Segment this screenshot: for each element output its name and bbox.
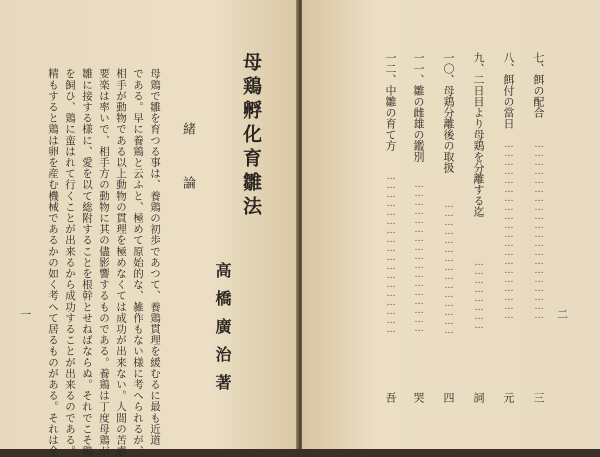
toc-page: 三 xyxy=(532,392,545,403)
toc-leader: …………………………………………………… xyxy=(504,140,514,320)
toc-page: 四 xyxy=(442,392,455,403)
toc-leader: ……………………………………… xyxy=(444,200,454,335)
toc-label: 八、餌付の當日 xyxy=(502,52,515,129)
toc-page: 元 xyxy=(502,392,515,403)
page-number-right: 二 xyxy=(557,308,568,321)
book-title: 母鶏孵化育雛法 xyxy=(240,52,262,220)
toc-label: 七、餌の配合 xyxy=(532,52,545,118)
toc-label: 一〇、母鶏分離後の取扱 xyxy=(442,52,455,173)
toc-label: 九、二日目より母鶏を分離する迄 xyxy=(472,52,485,217)
body-line: を飼ひ、鶏に蛮はれて行くことが出来るから成功することが出来るのである。 xyxy=(64,68,76,457)
body-line: 母鶏で雛を育つる事は、養鶏の初歩であつて、養鶏貫理を緩むるに最も近道 xyxy=(149,68,161,446)
body-line: 精もすると鶏は卵を産む機械であるかの如く考へて居るものがある。それは全 xyxy=(47,68,59,457)
left-page xyxy=(0,0,298,457)
body-line: である。早に養鶏と云ふと、極めて原始的な、雑作もない様に考へられるが、 xyxy=(132,68,144,457)
body-line: 相手が動物である以上動物の貫理を極めなくては成功が出来ない。人間の苦慮 xyxy=(115,68,127,457)
toc-page: 吾 xyxy=(384,392,397,403)
page-number-left: 一 xyxy=(20,308,31,321)
toc-leader: …………………………………………… xyxy=(414,180,424,333)
body-line: 雛に接する様に、愛を以て総附することを根幹とせねばならぬ。それでこそ鶏 xyxy=(81,68,93,457)
author-name: 高橋廣治著 xyxy=(213,262,232,402)
toc-leader: …………………… xyxy=(474,258,484,330)
toc-page: 詞 xyxy=(472,392,485,403)
toc-leader: …………………………………………………… xyxy=(534,140,544,320)
body-line: 要楽は率いで、相手方の動物に其の儘影響するものである。養鶏は丁度母鶏が xyxy=(98,68,110,457)
toc-label: 一二、中雛の育て方 xyxy=(384,52,397,151)
toc-label: 一一、雛の雌雄の鑑別 xyxy=(412,52,425,162)
toc-leader: ……………………………………………… xyxy=(386,172,396,334)
section-heading: 緒 論 xyxy=(180,122,195,203)
toc-page: 哭 xyxy=(412,392,425,403)
right-page xyxy=(302,0,600,449)
